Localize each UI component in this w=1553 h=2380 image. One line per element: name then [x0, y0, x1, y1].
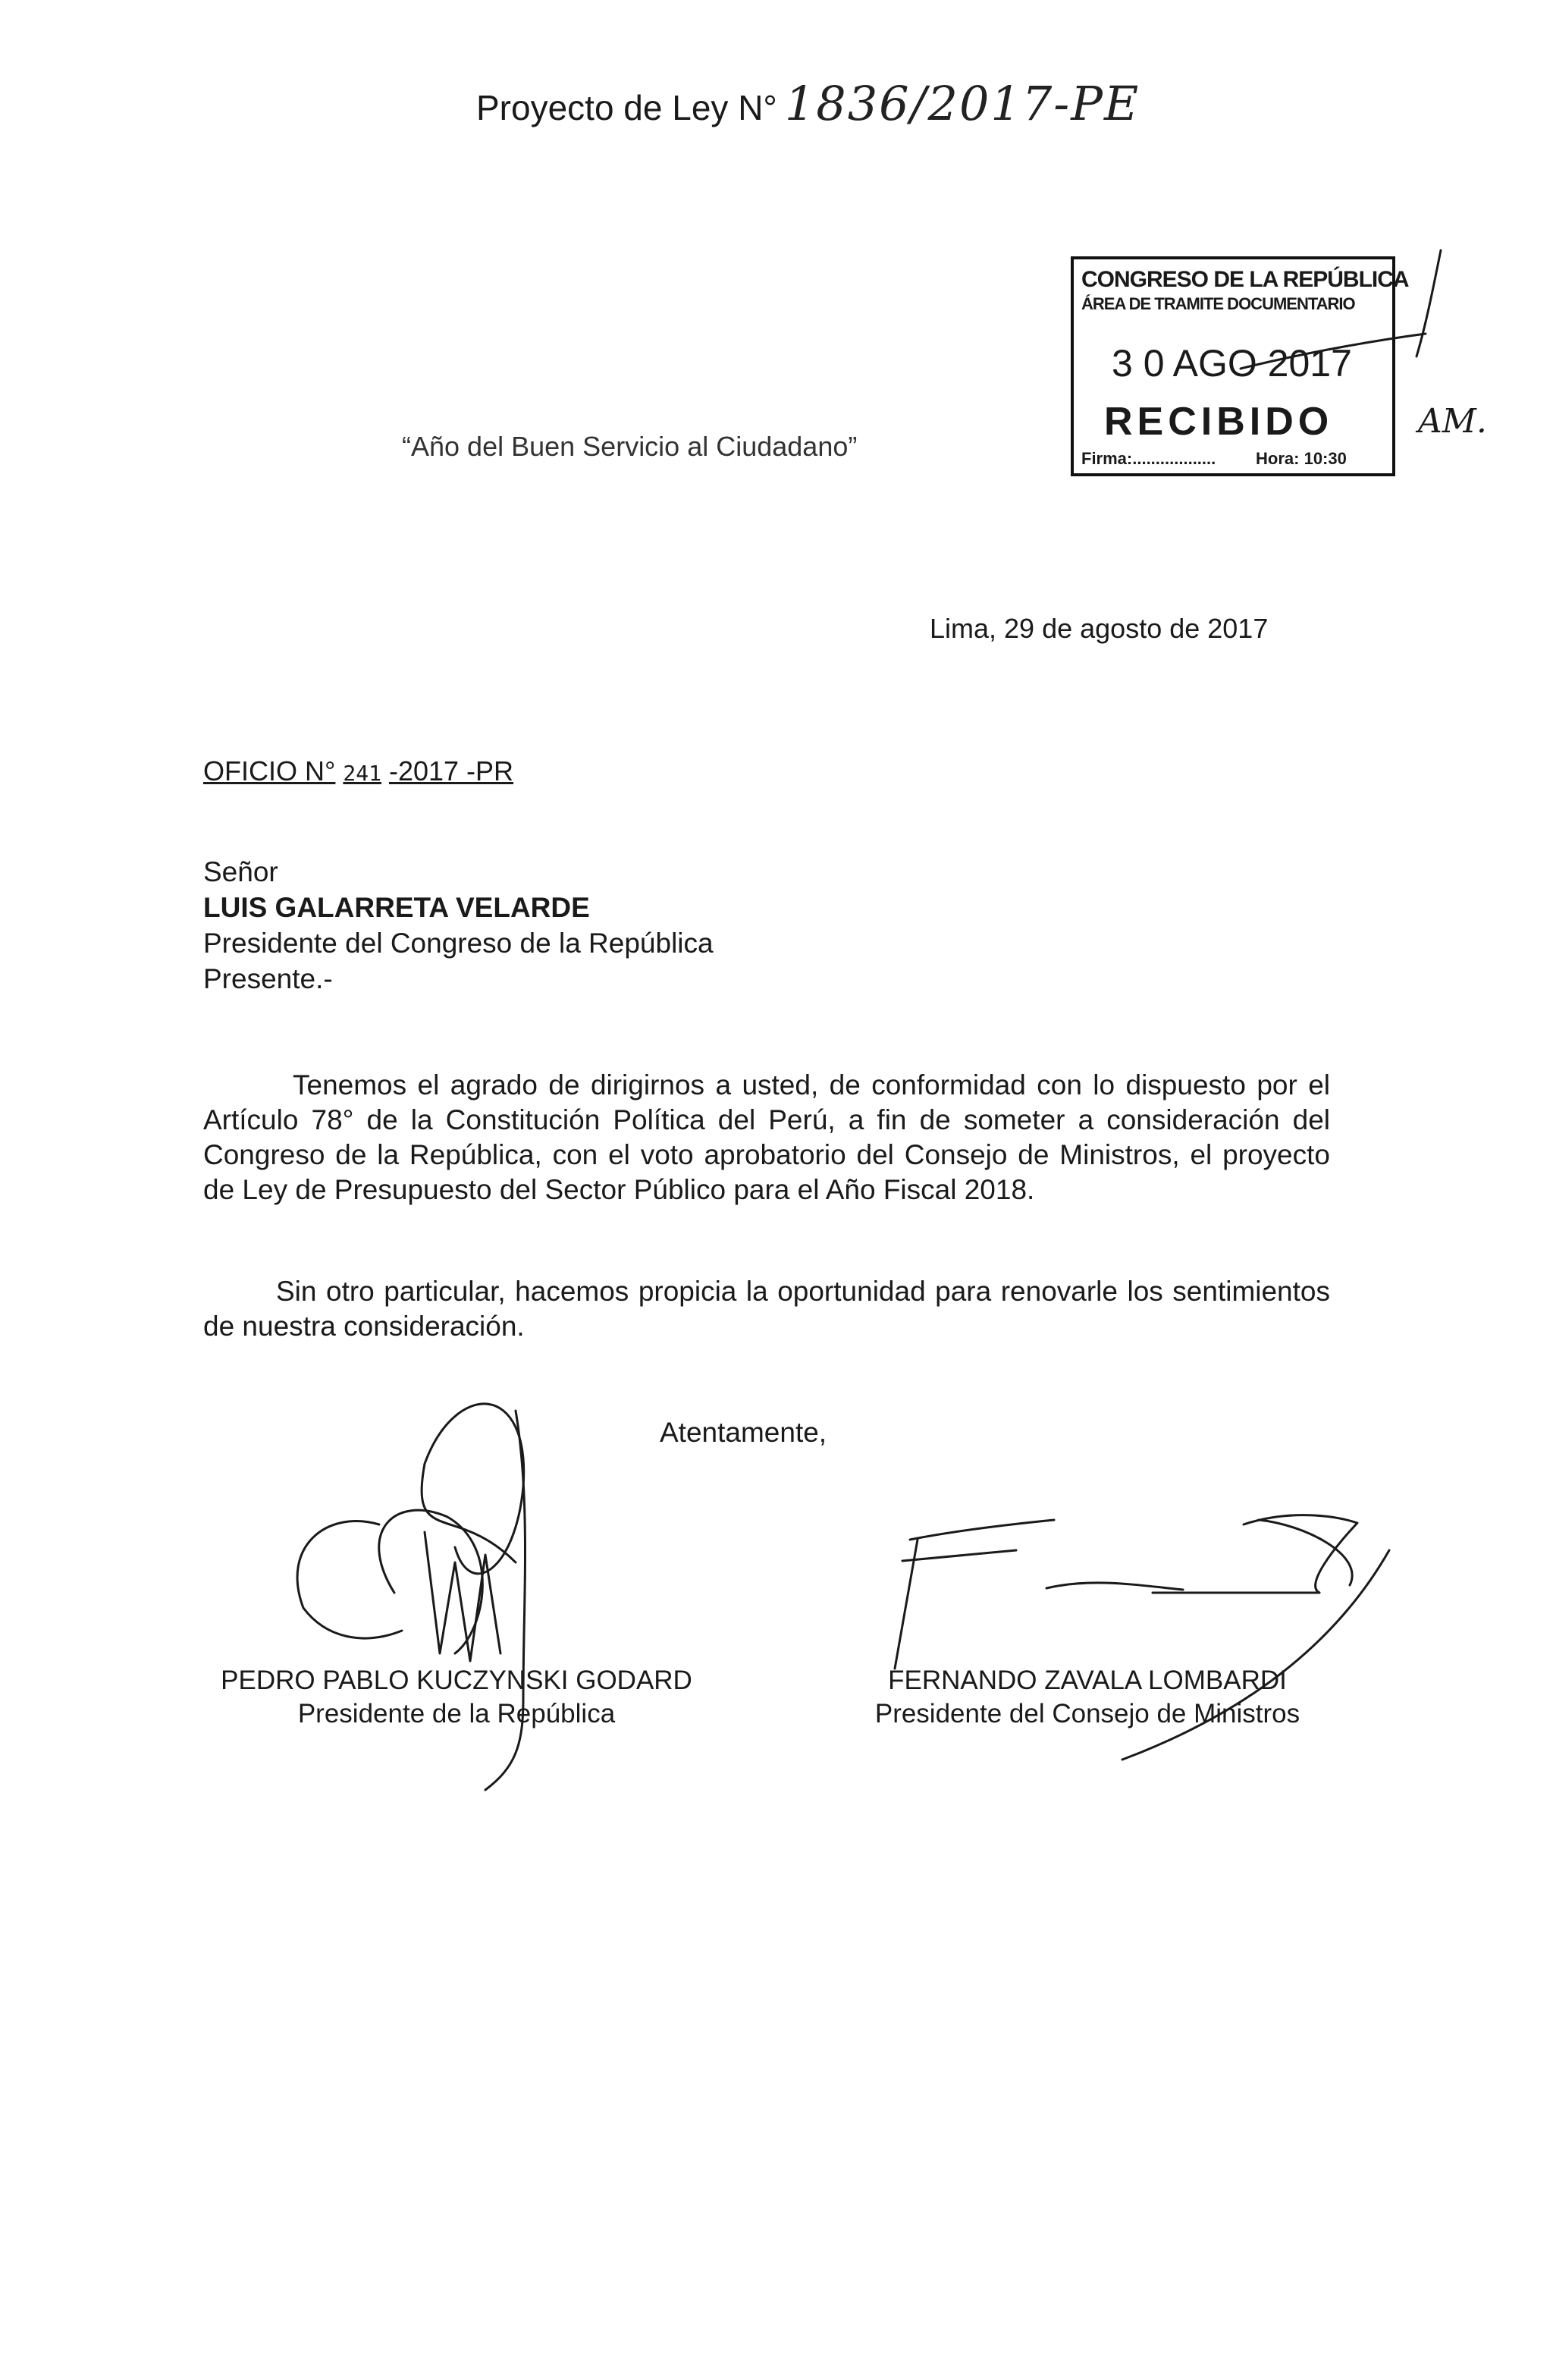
signature-kuczynski [297, 1404, 525, 1790]
salutation: Señor [203, 856, 278, 887]
stamp-signature-field: Firma:.................. [1081, 449, 1216, 468]
stamp-department: ÁREA DE TRAMITE DOCUMENTARIO [1081, 294, 1355, 313]
bill-number-label: Proyecto de Ley N° [476, 88, 777, 127]
stamp-institution: CONGRESO DE LA REPÚBLICA [1081, 267, 1409, 292]
stamp-time-suffix: AM. [1418, 402, 1487, 441]
stamp-date: 3 0 AGO 2017 [1112, 342, 1352, 385]
letter-date: Lima, 29 de agosto de 2017 [930, 613, 1269, 644]
stamp-time-value: 10:30 [1304, 449, 1347, 468]
stamp-received: RECIBIDO [1104, 400, 1334, 444]
body-paragraph-2: Sin otro particular, hacemos propicia la oportunidad para renovarle los sentimientos de nuestra consideración. [203, 1276, 1330, 1342]
stamp-time-label: Hora: [1256, 449, 1300, 468]
addressee-title: Presidente del Congreso de la República [203, 928, 714, 959]
presente: Presente.- [203, 963, 333, 994]
closing: Atentamente, [660, 1417, 827, 1448]
handwritten-bill-number: 1836/2017-PE [784, 76, 1140, 131]
body-paragraph-1: Tenemos el agrado de dirigirnos a usted, de conformidad con lo dispuesto por el Artículo 78° de la Constitución Política del Perú, a fin de someter a consideración del Congreso de la República, con el voto aprobatorio del Consejo de Ministros, el proyecto de Ley de Presupuesto del Sector Público para el Año Fiscal 2018. [203, 1069, 1330, 1205]
oficio-number: 241 [343, 761, 381, 786]
year-motto: “Año del Buen Servicio al Ciudadano” [402, 431, 858, 462]
signatory-2-name: FERNANDO ZAVALA LOMBARDI [888, 1666, 1287, 1695]
oficio-prefix: OFICIO N° [203, 755, 336, 787]
signatory-1-name: PEDRO PABLO KUCZYNSKI GODARD [221, 1666, 692, 1695]
addressee-name: LUIS GALARRETA VELARDE [203, 892, 590, 923]
signatory-1-title: Presidente de la República [297, 1699, 616, 1728]
oficio-suffix: -2017 -PR [388, 755, 514, 787]
signatory-2-title: Presidente del Consejo de Ministros [874, 1699, 1300, 1728]
